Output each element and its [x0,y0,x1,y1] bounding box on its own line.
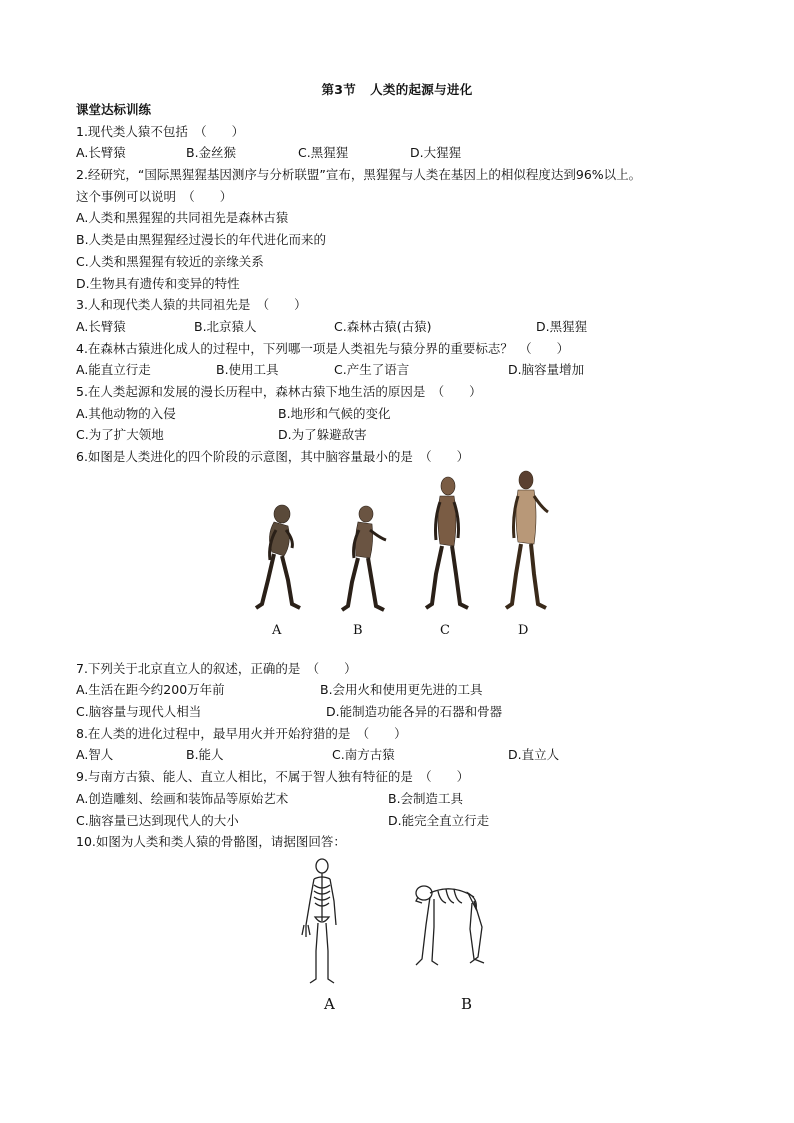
figure-label-b: B [353,622,363,638]
question-7-stem: 7.下列关于北京直立人的叙述，正确的是 （ ） [76,660,357,676]
q5-option-c: C.为了扩大领地 [76,427,164,443]
human-skeleton-figure [298,857,344,987]
q1-option-b: B.金丝猴 [186,145,237,161]
question-5-stem: 5.在人类起源和发展的漫长历程中，森林古猿下地生活的原因是 （ ） [76,383,482,399]
question-10-stem: 10.如图为人类和类人猿的骨骼图，请据图回答： [76,834,346,850]
q8-option-c: C.南方古猿 [332,747,395,763]
q5-option-a: A.其他动物的入侵 [76,405,176,421]
q1-option-d: D.大猩猩 [410,145,462,161]
question-1-stem: 1.现代类人猿不包括 （ ） [76,123,245,139]
question-3-options [76,316,736,338]
question-9-stem: 9.与南方古猿、能人、直立人相比，不属于智人独有特征的是 （ ） [76,769,470,785]
q8-option-b: B.能人 [186,747,224,763]
skeleton-figure [76,853,736,1023]
q2-option-a: A.人类和黑猩猩的共同祖先是森林古猿 [76,210,289,226]
question-1-options [76,142,736,164]
q4-option-d: D.脑容量增加 [508,362,585,378]
page-title [0,80,794,98]
q7-option-d: D.能制造功能各异的石器和骨器 [326,704,503,720]
q1-option-a: A.长臂猿 [76,145,126,161]
q3-option-d: D.黑猩猩 [536,318,588,334]
section-number: 第3节 [321,82,357,97]
q2-option-d: D.生物具有遗传和变异的特性 [76,275,240,291]
q4-option-b: B.使用工具 [216,362,279,378]
section-heading: 课堂达标训练 [76,102,152,117]
q9-option-b: B.会制造工具 [388,790,464,806]
question-2-stem-line2: 这个事例可以说明 （ ） [76,188,233,204]
evolution-stage-b-figure [336,502,396,612]
q3-option-b: B.北京猿人 [194,318,257,334]
skeleton-label-b: B [461,994,473,1013]
question-list [76,99,736,1023]
evolution-stage-d-figure [496,468,556,612]
q4-option-a: A.能直立行走 [76,362,151,378]
q7-option-c: C.脑容量与现代人相当 [76,704,202,720]
q2-option-b: B.人类是由黑猩猩经过漫长的年代进化而来的 [76,232,327,248]
question-5-options-row2 [76,424,736,446]
question-7-options-row1 [76,679,736,701]
q5-option-d: D.为了躲避敌害 [278,427,367,443]
question-3-stem: 3.人和现代类人猿的共同祖先是 （ ） [76,297,307,313]
question-7-options-row2 [76,701,736,723]
section-name: 人类的起源与进化 [370,82,473,97]
q9-option-a: A.创造雕刻、绘画和装饰品等原始艺术 [76,790,289,806]
question-8-stem: 8.在人类的进化过程中，最早用火并开始狩猎的是 （ ） [76,725,407,741]
question-6-stem: 6.如图是人类进化的四个阶段的示意图，其中脑容量最小的是 （ ） [76,449,470,464]
question-2-stem-line1: 2.经研究，“国际黑猩猩基因测序与分析联盟”宣布，黑猩猩与人类在基因上的相似程度达到96%以上。 [76,167,642,183]
q8-option-d: D.直立人 [508,747,560,763]
question-4-stem: 4.在森林古猿进化成人的过程中，下列哪一项是人类祖先与猿分界的重要标志？ （ ） [76,340,570,356]
q8-option-a: A.智人 [76,747,114,763]
q4-option-c: C.产生了语言 [334,362,410,378]
q7-option-b: B.会用火和使用更先进的工具 [320,682,483,698]
q3-option-a: A.长臂猿 [76,318,126,334]
human-evolution-figure [76,468,736,658]
q9-option-c: C.脑容量已达到现代人的大小 [76,812,239,828]
q3-option-c: C.森林古猿(古猿) [334,318,432,334]
question-9-options-row2 [76,810,736,832]
skeleton-label-a: A [324,994,335,1013]
question-5-options-row1 [76,403,736,425]
evolution-stage-a-figure [254,500,314,612]
q1-option-c: C.黑猩猩 [298,145,349,161]
q9-option-d: D.能完全直立行走 [388,812,490,828]
ape-skeleton-figure [412,879,496,987]
question-8-options [76,744,736,766]
q2-option-c: C.人类和黑猩猩有较近的亲缘关系 [76,253,264,269]
figure-label-d: D [518,622,529,638]
figure-label-a: A [272,622,282,638]
question-9-options-row1 [76,788,736,810]
q5-option-b: B.地形和气候的变化 [278,405,391,421]
q7-option-a: A.生活在距今约200万年前 [76,682,225,698]
evolution-stage-c-figure [418,474,478,612]
question-4-options [76,359,736,381]
figure-label-c: C [440,622,450,638]
